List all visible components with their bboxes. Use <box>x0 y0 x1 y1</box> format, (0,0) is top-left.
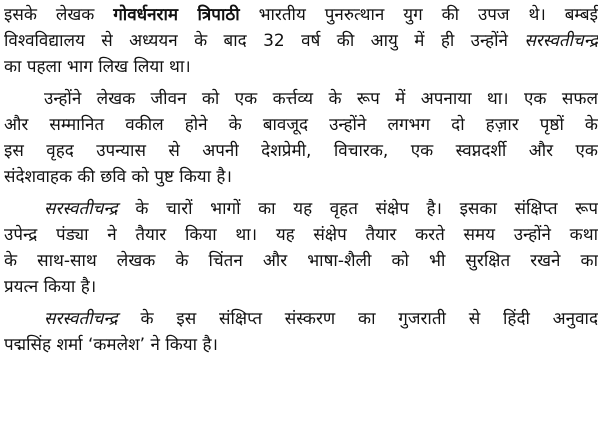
paragraph-3 <box>4 196 598 300</box>
text-segment: इस वृहद उपन्यास से अपनी देशप्रेमी, विचारक, एक स्वप्नदर्शी और एक <box>4 141 598 161</box>
text-segment: उपेन्द्र पंड्या ने तैयार किया था। यह संक्षेप तैयार करते समय उन्होंने कथा <box>4 225 598 245</box>
text-segment: भारतीय पुनरुत्थान युग की उपज थे। बम्बई <box>239 5 598 25</box>
book-title: सरस्वतीचन्द्र <box>524 31 598 51</box>
text-line <box>4 274 598 300</box>
paragraph-2 <box>4 86 598 190</box>
text-segment: विश्वविद्यालय से अध्ययन के बाद 32 वर्ष की आयु में ही उन्होंने <box>4 31 525 51</box>
text-line <box>4 332 598 358</box>
text-line <box>4 248 598 274</box>
text-line <box>4 54 598 80</box>
paragraph-4 <box>4 306 598 358</box>
text-line <box>4 28 598 54</box>
text-line <box>4 306 598 332</box>
text-line <box>4 164 598 190</box>
document-page <box>4 2 598 358</box>
author-name: गोवर्धनराम त्रिपाठी <box>113 5 240 25</box>
text-segment: के इस संक्षिप्त संस्करण का गुजराती से हिंदी अनुवाद <box>117 309 598 329</box>
text-line <box>4 2 598 28</box>
text-segment: संदेशवाहक की छवि को पुष्ट किया है। <box>4 167 232 187</box>
text-segment: उन्होंने लेखक जीवन को एक कर्त्तव्य के रूप में अपनाया था। एक सफल <box>44 89 598 109</box>
paragraph-1 <box>4 2 598 80</box>
text-line <box>4 196 598 222</box>
book-title: सरस्वतीचन्द्र <box>44 199 118 219</box>
text-segment: के साथ-साथ लेखक के चिंतन और भाषा-शैली को भी सुरक्षित रखने का <box>4 251 598 271</box>
book-title: सरस्वतीचन्द्र <box>44 309 118 329</box>
text-line <box>4 222 598 248</box>
text-segment: पद्मसिंह शर्मा ‘कमलेश’ ने किया है। <box>4 335 218 355</box>
text-segment: के चारों भागों का यह वृहत संक्षेप है। इसका संक्षिप्त रूप <box>117 199 598 219</box>
text-segment: प्रयत्न किया है। <box>4 277 97 297</box>
text-line <box>4 112 598 138</box>
text-line <box>4 86 598 112</box>
text-segment: का पहला भाग लिख लिया था। <box>4 57 191 77</box>
text-segment: और सम्मानित वकील होने के बावजूद उन्होंने लगभग दो हज़ार पृष्ठों के <box>4 115 598 135</box>
text-line <box>4 138 598 164</box>
text-segment: इसके लेखक <box>4 5 114 25</box>
